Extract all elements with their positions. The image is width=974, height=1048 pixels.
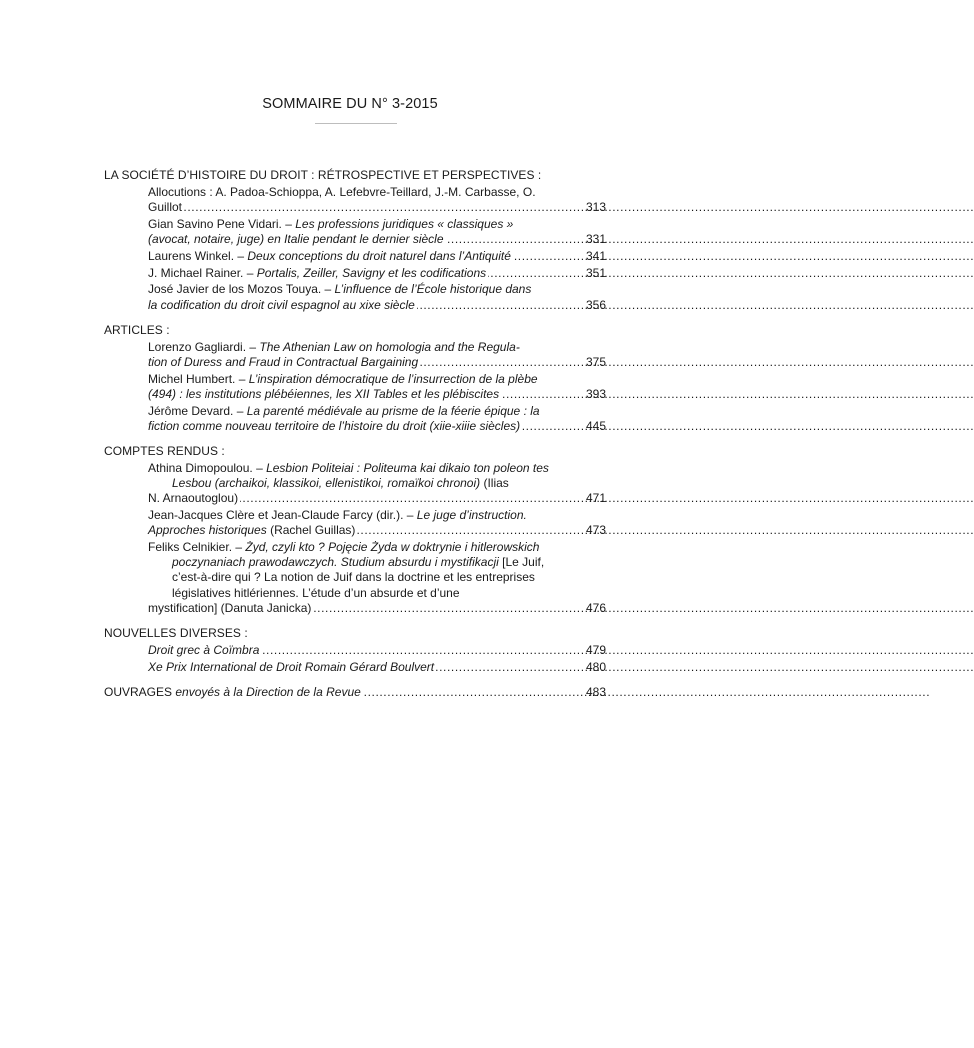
toc-entry[interactable] <box>104 185 612 215</box>
page-number: 393 <box>585 386 606 401</box>
page-number: 476 <box>585 600 606 615</box>
toc-entry[interactable] <box>104 685 612 700</box>
toc-entry[interactable] <box>104 340 612 370</box>
page-number: 479 <box>585 642 606 657</box>
section-heading: LA SOCIÉTÉ D’HISTOIRE DU DROIT : RÉTROSPECTIVE ET PERSPECTIVES : <box>104 168 542 182</box>
page-number: 471 <box>585 491 606 506</box>
entry-text: Michel Humbert. – L’inspiration démocratique de l’insurrection de la plèbe (494) : les institutions plébéiennes, les XII Tables et les plébiscites ..... <box>148 372 552 402</box>
page-number: 313 <box>585 200 606 214</box>
entry-text: Laurens Winkel. – Deux conceptions du droit naturel dans l’Antiquité ..... <box>148 249 552 264</box>
entry-text: Gian Savino Pene Vidari. – Les professions juridiques « classiques » (avocat, notaire, juge) en Italie pendant le dernier siècle ..... <box>148 217 552 247</box>
page-number: 351 <box>585 265 606 280</box>
page-number: 375 <box>585 354 606 369</box>
page-number: 331 <box>585 232 606 246</box>
table-of-contents <box>104 168 612 700</box>
page-number: 483 <box>585 684 606 699</box>
toc-section <box>104 168 612 313</box>
title-divider <box>315 123 397 124</box>
toc-entry[interactable] <box>104 282 612 312</box>
toc-section <box>104 444 612 616</box>
toc-entry[interactable] <box>104 540 612 616</box>
toc-entry[interactable] <box>104 266 612 281</box>
entry-text: Allocutions : A. Padoa-Schioppa, A. Lefebvre-Teillard, J.-M. Carbasse, O. Guillot ..... <box>148 185 552 215</box>
section-heading: NOUVELLES DIVERSES : <box>104 626 248 641</box>
entry-text: Feliks Celnikier. – Żyd, czyli kto ? Pojęcie Żyda w doktrynie i hitlerowskich poczynaniach prawodawczych. Studium absurdu i mystifikacji [Le Juif, c’est-à-dire qui ? La notion de Juif dans la doctrine et les entreprises législatives hitlériennes. L’étude d’un absurde et d’une mystification] (Danuta Janicka) ..... <box>148 540 552 616</box>
toc-entry[interactable] <box>104 643 612 658</box>
section-heading: OUVRAGES <box>104 684 176 699</box>
section-heading: COMPTES RENDUS : <box>104 444 225 458</box>
entry-text: José Javier de los Mozos Touya. – L’influence de l’École historique dans la codification du droit civil espagnol au xixe siècle ..... <box>148 282 552 312</box>
toc-section <box>104 323 612 434</box>
entry-text: Jean-Jacques Clère et Jean-Claude Farcy (dir.). – Le juge d’instruction. Approches historiques (Rachel Guillas) ..... <box>148 508 552 538</box>
toc-entry[interactable] <box>104 660 612 675</box>
entry-text: Athina Dimopoulou. – Lesbion Politeiai : Politeuma kai dikaio ton poleon tes Lesbou (archaikoi, klassikoi, ellenistikoi, romaïkoi chronoi) (Ilias N. Arnaoutoglou) ..... <box>148 461 552 507</box>
toc-entry[interactable] <box>104 217 612 247</box>
page-number: 356 <box>585 297 606 312</box>
section-heading: ARTICLES : <box>104 322 170 337</box>
page-number: 480 <box>585 659 606 674</box>
entry-text: Lorenzo Gagliardi. – The Athenian Law on homologia and the Regula- tion of Duress and Fraud in Contractual Bargaining ..... <box>148 340 552 370</box>
page-number: 341 <box>585 248 606 263</box>
toc-entry[interactable] <box>104 249 612 264</box>
entry-text: J. Michael Rainer. – Portalis, Zeiller, Savigny et les codifications ..... <box>148 266 552 281</box>
toc-section <box>104 685 612 700</box>
toc-entry[interactable] <box>104 508 612 538</box>
page-title: SOMMAIRE DU N° 3-2015 <box>262 96 438 112</box>
entry-text: Jérôme Devard. – La parenté médiévale au prisme de la féerie épique : la fiction comme nouveau territoire de l’histoire du droit (xiie-xiiie siècles) ..... <box>148 404 552 434</box>
entry-text: OUVRAGES envoyés à la Direction de la Revue ..... <box>104 685 552 700</box>
toc-entry[interactable] <box>104 404 612 434</box>
toc-entry[interactable] <box>104 461 612 507</box>
entry-text: Droit grec à Coïmbra ..... <box>148 643 552 658</box>
toc-entry[interactable] <box>104 372 612 402</box>
page-number: 473 <box>585 523 606 538</box>
toc-section <box>104 626 612 675</box>
page-number: 445 <box>585 418 606 433</box>
entry-text: Xe Prix International de Droit Romain Gérard Boulvert ..... <box>148 660 552 675</box>
